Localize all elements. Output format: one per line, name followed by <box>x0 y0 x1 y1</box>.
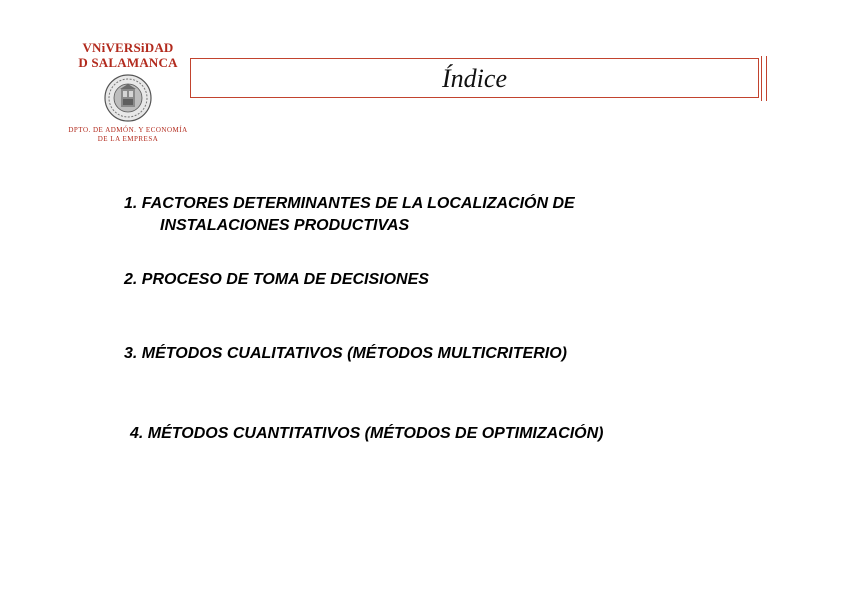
page-title: Índice <box>442 64 507 93</box>
university-name-line1: VNiVERSiDAD <box>82 40 174 55</box>
index-item-1-continuation: INSTALACIONES PRODUCTIVAS <box>160 217 410 234</box>
department-name-line1: DPTO. DE ADMÓN. Y ECONOMÍA <box>68 126 188 134</box>
index-item-4: 4. MÉTODOS CUANTITATIVOS (MÉTODOS DE OPTIMIZACIÓN) <box>130 425 604 442</box>
university-logo <box>64 40 192 144</box>
university-seal-icon <box>104 74 152 122</box>
title-frame <box>190 58 759 98</box>
university-name-line2: D SALAMANCA <box>78 55 178 70</box>
index-item-2: 2. PROCESO DE TOMA DE DECISIONES <box>124 271 429 288</box>
title-frame-edge <box>761 56 767 101</box>
department-name-line2: DE LA EMPRESA <box>97 135 159 143</box>
index-item-3: 3. MÉTODOS CUALITATIVOS (MÉTODOS MULTICRITERIO) <box>124 345 567 362</box>
index-item-1: 1. FACTORES DETERMINANTES DE LA LOCALIZACIÓN DE <box>124 195 575 212</box>
